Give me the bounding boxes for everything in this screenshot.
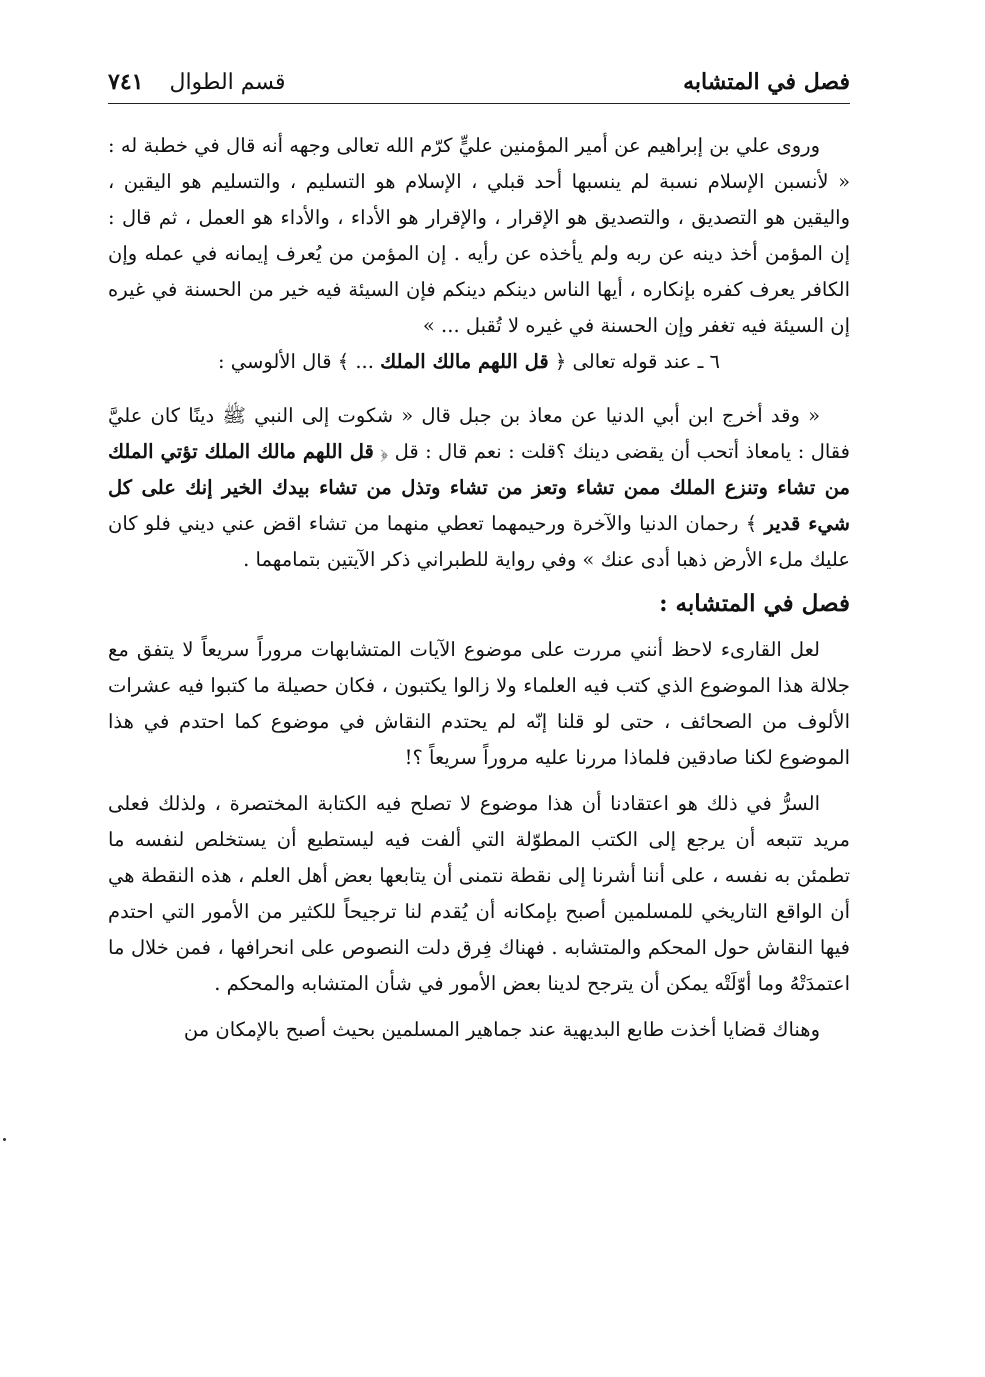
chapter-title: فصل في المتشابه [683, 69, 850, 95]
quote-part-a: « وقد أخرج ابن أبي الدنيا عن معاذ بن جبل قال « شكوت إلى النبي ﷺ دينًا كان عليَّ فقال : يامعاذ أتحب أن يقضى دينك ؟قلت : نعم قال : قل ﴿ [108, 404, 850, 463]
paragraph-secret: السرُّ في ذلك هو اعتقادنا أن هذا موضوع لا تصلح فيه الكتابة المختصرة ، ولذلك فعلى مريد تتبعه أن يرجع إلى الكتب المطوّلة التي ألفت فيه ليستطيع أن يستخلص لنفسه ما تطمئن به نفسه ، على أننا أشرنا إلى نقطة نتمنى أن يتابعها بعض أهل العلم ، هذه النقطة هي أن الواقع التاريخي للمسلمين أصبح بإمكانه أن يُقدم لنا ترجيحاً للكثير من الأمور التي احتدم فيها النقاش حول المحكم والمتشابه . فهناك فِرق دلت النصوص على انحرافها ، فمن خلال ما اعتمدَتْهُ وما أوّلَتْه يمكن أن يترجح لدينا بعض الأمور في شأن المتشابه والمحكم . [108, 792, 851, 995]
quote-part-b: ﴾ رحمان الدنيا والآخرة ورحيمهما تعطي منهما من تشاء اقض عني ديني فلو كان عليك ملء الأرض ذهبا أدى عنك » وفي رواية للطبراني ذكر الآيتين بتمامهما . [108, 512, 850, 571]
paragraph-mutashabih-intro: لعل القارىء لاحظ أنني مررت على موضوع الآيات المتشابهات مروراً سريعاً لا يتفق مع جلالة هذا الموضوع الذي كتب فيه العلماء ولا زالوا يكتبون ، فكان حصيلة ما كتبوا فيه عشرات الألوف من الصحائف ، حتى لو قلنا إنّه لم يحتدم النقاش في موضوع كما احتدم في هذا الموضوع لكنا صادقين فلماذا مررنا عليه مروراً سريعاً ؟! [108, 638, 850, 769]
running-header [108, 62, 850, 102]
section-heading: فصل في المتشابه : [659, 590, 850, 617]
header-left-group [108, 69, 286, 95]
scan-speck [3, 1138, 6, 1141]
paragraph-issues: وهناك قضايا أخذت طابع البديهية عند جماهير المسلمين بحيث أصبح بالإمكان من [183, 1018, 820, 1041]
verse-heading [108, 344, 850, 380]
paragraph-alusi-quote [108, 398, 850, 578]
verse-heading-suffix: ... ﴾ قال الألوسي : [217, 350, 374, 373]
quote-verse: قل اللهم مالك الملك تؤتي الملك من تشاء وتنزع الملك ممن تشاء وتعز من تشاء وتذل من تشاء بيدك الخير إنك على كل شيء قدير [108, 440, 851, 535]
spacer [108, 380, 850, 398]
page-body [108, 128, 850, 1048]
header-rule [108, 103, 850, 104]
paragraph-hadith-ali: وروى علي بن إبراهيم عن أمير المؤمنين عليٍّ كرّم الله تعالى وجهه أنه قال في خطبة له : « لأنسبن الإسلام نسبة لم ينسبها أحد قبلي ، الإسلام هو التسليم ، والتسليم هو اليقين ، واليقين هو التصديق ، والتصديق هو الإقرار ، والإقرار هو الأداء ، والأداء هو العمل ، ثم قال : إن المؤمن أخذ دينه عن ربه ولم يأخذه عن رأيه . إن المؤمن من يُعرف إيمانه في عمله وإن الكافر يعرف كفره بإنكاره ، أيها الناس دينكم دينكم فإن السيئة فيه خير من الحسنة في غيره إن السيئة فيه تغفر وإن الحسنة في غيره لا تُقبل ... » [108, 134, 850, 337]
page-number: ٧٤١ [108, 69, 144, 95]
spacer [108, 1002, 850, 1012]
verse-heading-verse: قل اللهم مالك الملك [380, 350, 549, 373]
spacer [108, 776, 850, 786]
section-label: قسم الطوال [169, 69, 286, 95]
verse-heading-prefix: ٦ ـ عند قوله تعالى ﴿ [554, 350, 721, 373]
